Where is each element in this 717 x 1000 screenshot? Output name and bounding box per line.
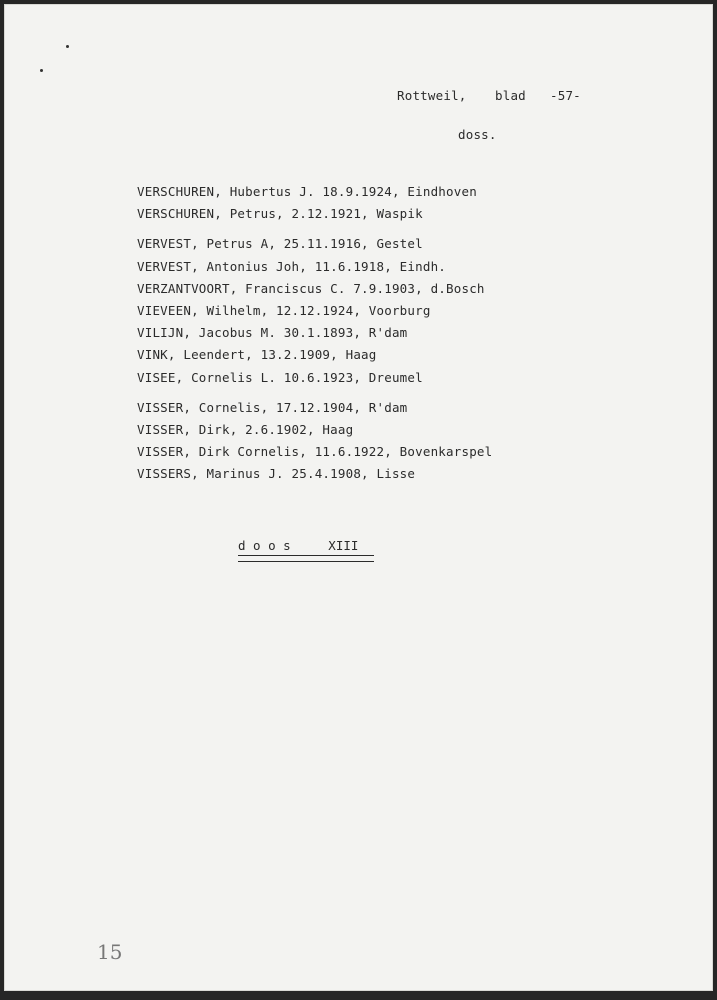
punch-mark: [40, 69, 43, 72]
footer-double-underline: [238, 555, 374, 562]
list-item: VISSERS, Marinus J. 25.4.1908, Lisse: [137, 466, 416, 482]
document-page: [4, 4, 713, 991]
footer-label: d o o s XIII: [238, 538, 359, 553]
entry-list: [137, 181, 492, 485]
list-item: VERVEST, Antonius Joh, 11.6.1918, Eindh.: [137, 258, 447, 274]
list-item: VISSER, Dirk Cornelis, 11.6.1922, Bovenkarspel: [137, 444, 493, 460]
header-blad-label: blad: [495, 88, 526, 103]
list-item: VIEVEEN, Wilhelm, 12.12.1924, Voorburg: [137, 302, 431, 318]
list-item: VERZANTVOORT, Franciscus C. 7.9.1903, d.Bosch: [137, 280, 485, 296]
list-item: VISEE, Cornelis L. 10.6.1923, Dreumel: [137, 369, 423, 385]
punch-mark: [66, 45, 69, 48]
header-doss-label: doss.: [458, 127, 497, 142]
list-item: VERSCHUREN, Hubertus J. 18.9.1924, Eindhoven: [137, 184, 477, 199]
list-item: VISSER, Cornelis, 17.12.1904, R'dam: [137, 399, 408, 415]
list-item: VERSCHUREN, Petrus, 2.12.1921, Waspik: [137, 206, 423, 222]
header-page-number: -57-: [550, 88, 581, 103]
list-item: VISSER, Dirk, 2.6.1902, Haag: [137, 421, 354, 437]
list-item: VERVEST, Petrus A, 25.11.1916, Gestel: [137, 236, 423, 252]
list-item: VILIJN, Jacobus M. 30.1.1893, R'dam: [137, 325, 408, 341]
list-item: VINK, Leendert, 13.2.1909, Haag: [137, 347, 377, 363]
folio-number: 15: [97, 940, 123, 964]
header-place: Rottweil,: [397, 88, 467, 103]
